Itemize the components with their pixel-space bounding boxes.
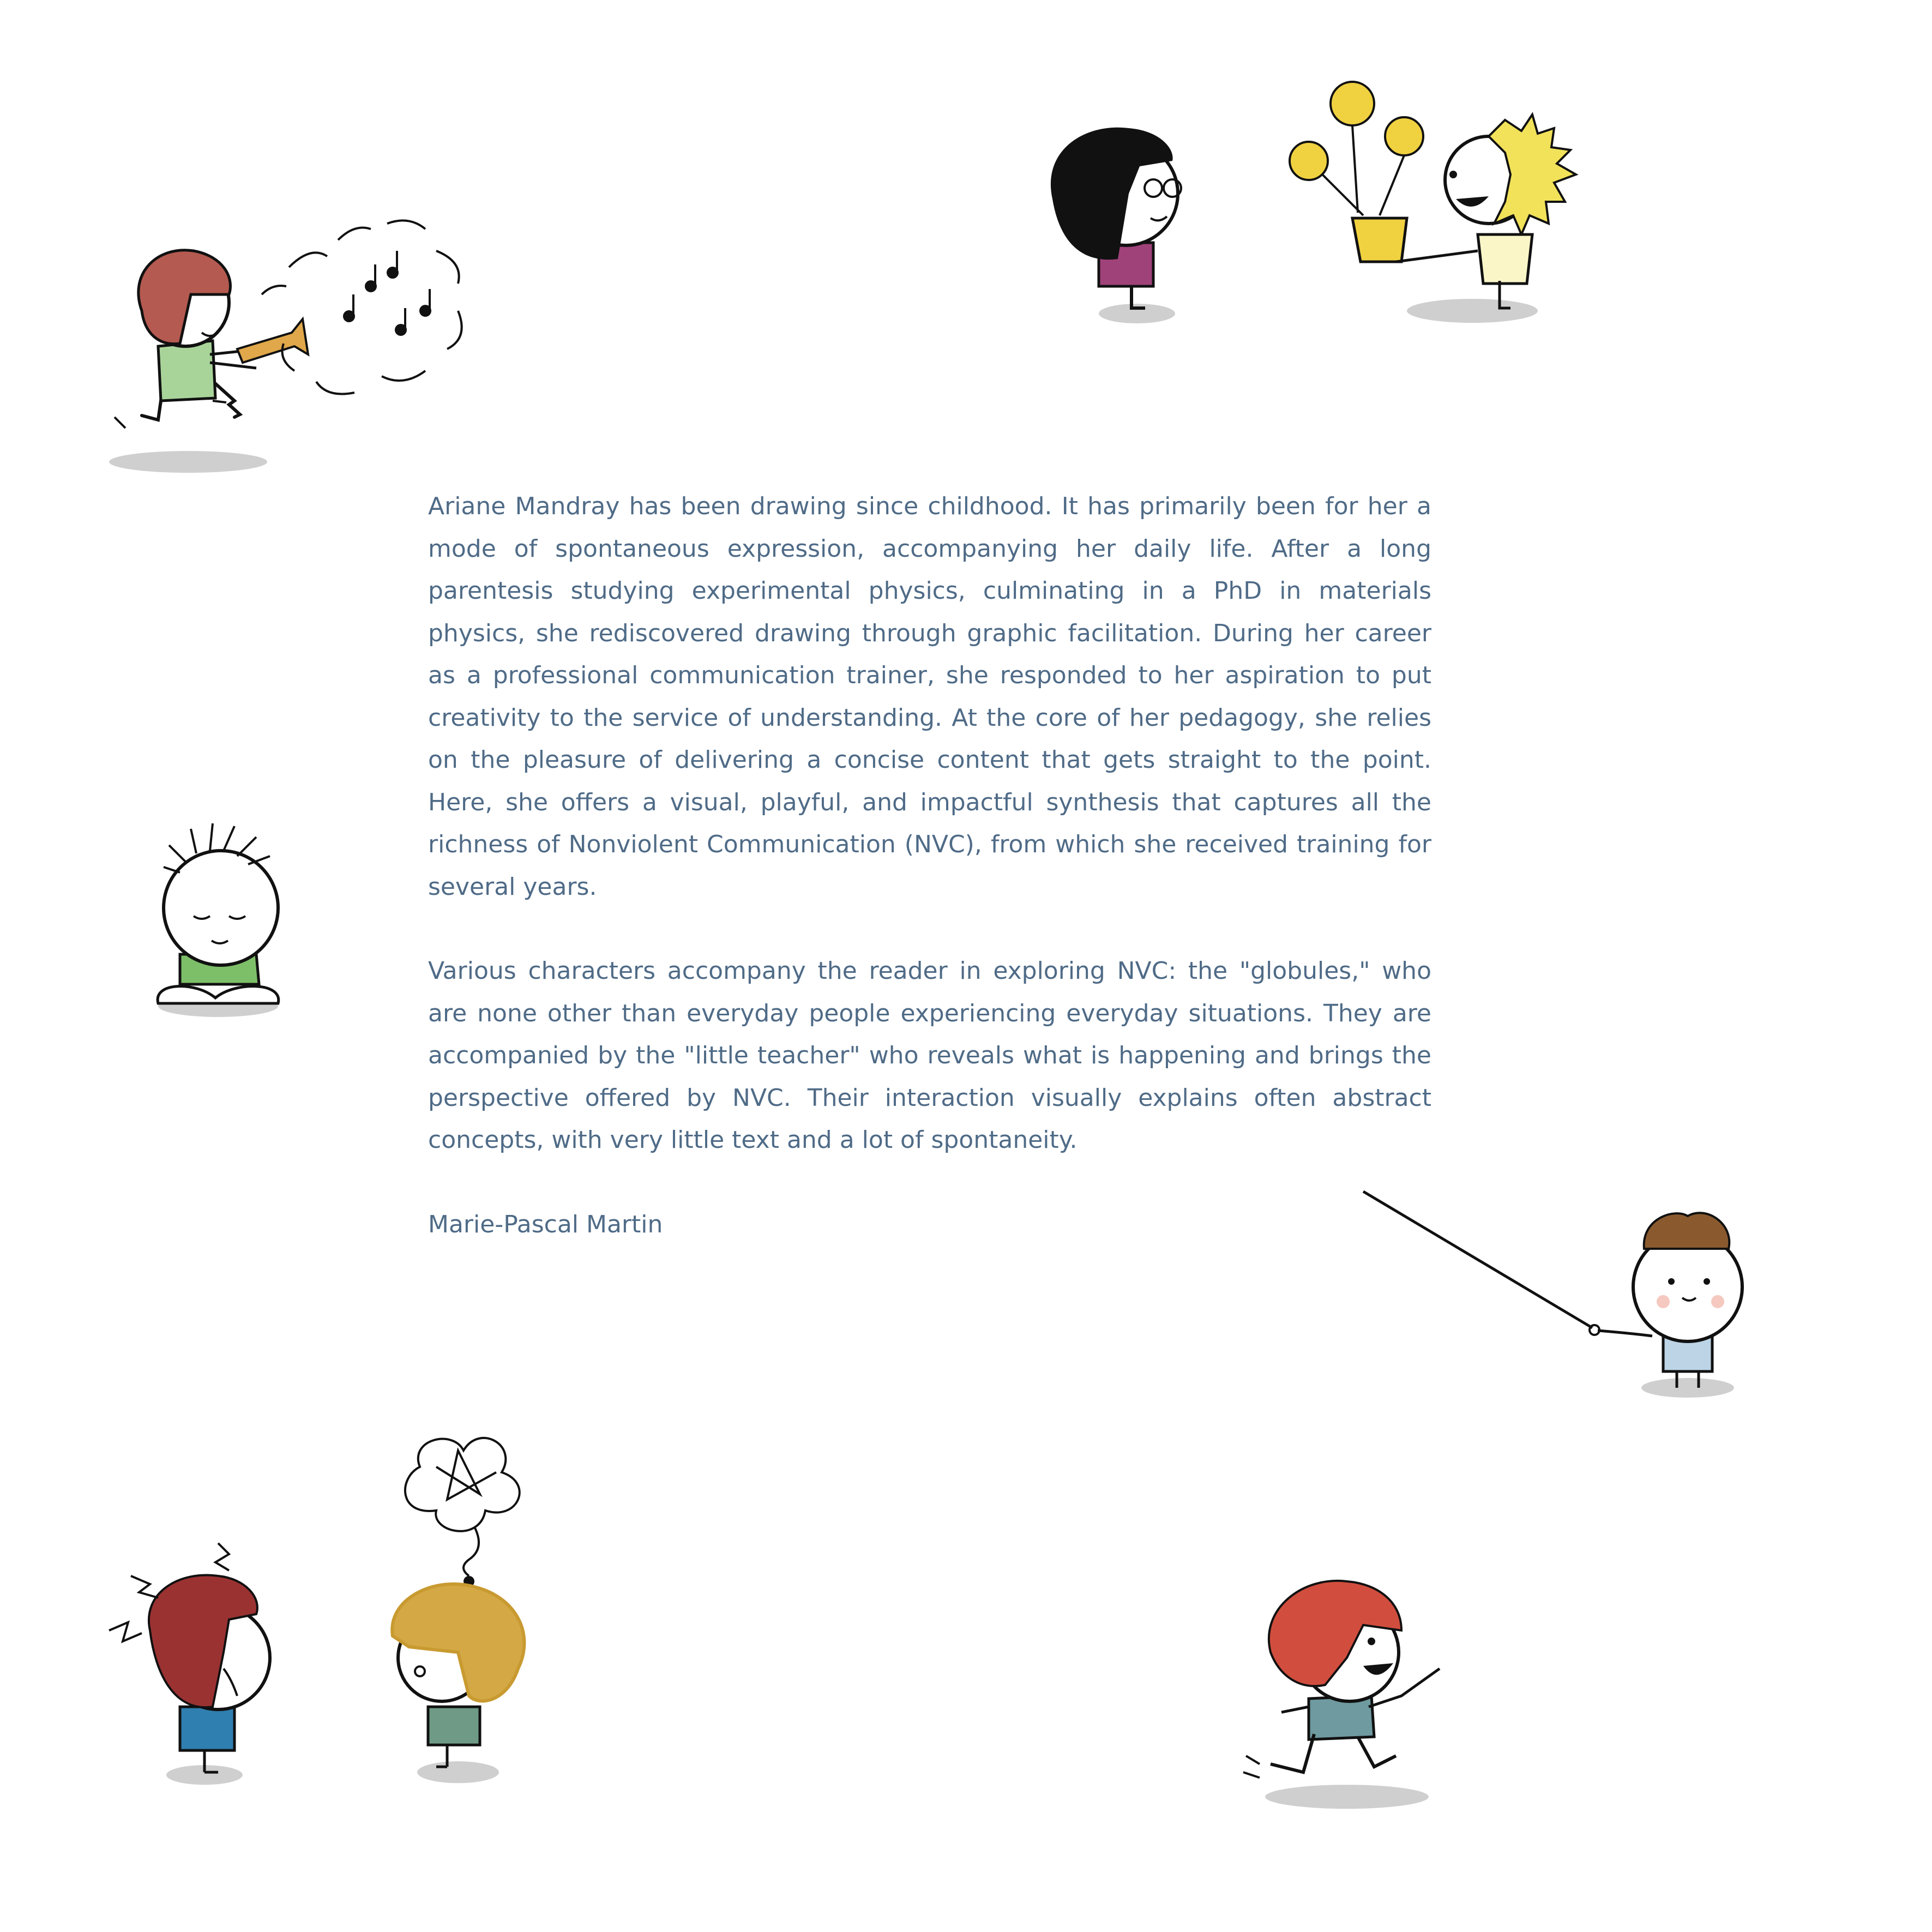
- trumpet-player-icon: [98, 213, 480, 485]
- meditating-character-icon: [147, 818, 294, 1025]
- glasses-character-icon: [1036, 117, 1200, 330]
- lightbulb-plant-character-icon: [1271, 76, 1598, 333]
- bio-paragraph: Various characters accompany the reader in exploring NVC: the "globules," who are none other than everyday people experiencing everyday situations. They are accompanied by the "little teacher" who reveals what is happening and brings the perspective offered by NVC. Their interaction visually explains often abstract concepts, with very little text and a lot of spontaneity.: [428, 957, 1431, 1154]
- bio-paragraph: Ariane Mandray has been drawing since childhood. It has primarily been for her a mode of spontaneous expression, accompanying her daily life. After a long parentesis studying experimental physics, culminating in a PhD in materials physics, she rediscovered drawing through graphic facilitation. During her career as a professional communication trainer, she responded to her aspiration to put creativity to the service of understanding. At the core of her pedagogy, she relies on the pleasure of delivering a concise content that gets straight to the point. Here, she offers a visual, playful, and impactful synthesis that captures all the richness of Nonviolent Communication (NVC), from which she received training for several years.: [428, 492, 1431, 901]
- confused-character-icon: [376, 1418, 556, 1789]
- running-character-icon: [1238, 1560, 1456, 1810]
- angry-character-icon: [98, 1532, 305, 1794]
- author-bio: [428, 485, 1431, 1245]
- signature: Marie-Pascal Martin: [428, 1210, 663, 1238]
